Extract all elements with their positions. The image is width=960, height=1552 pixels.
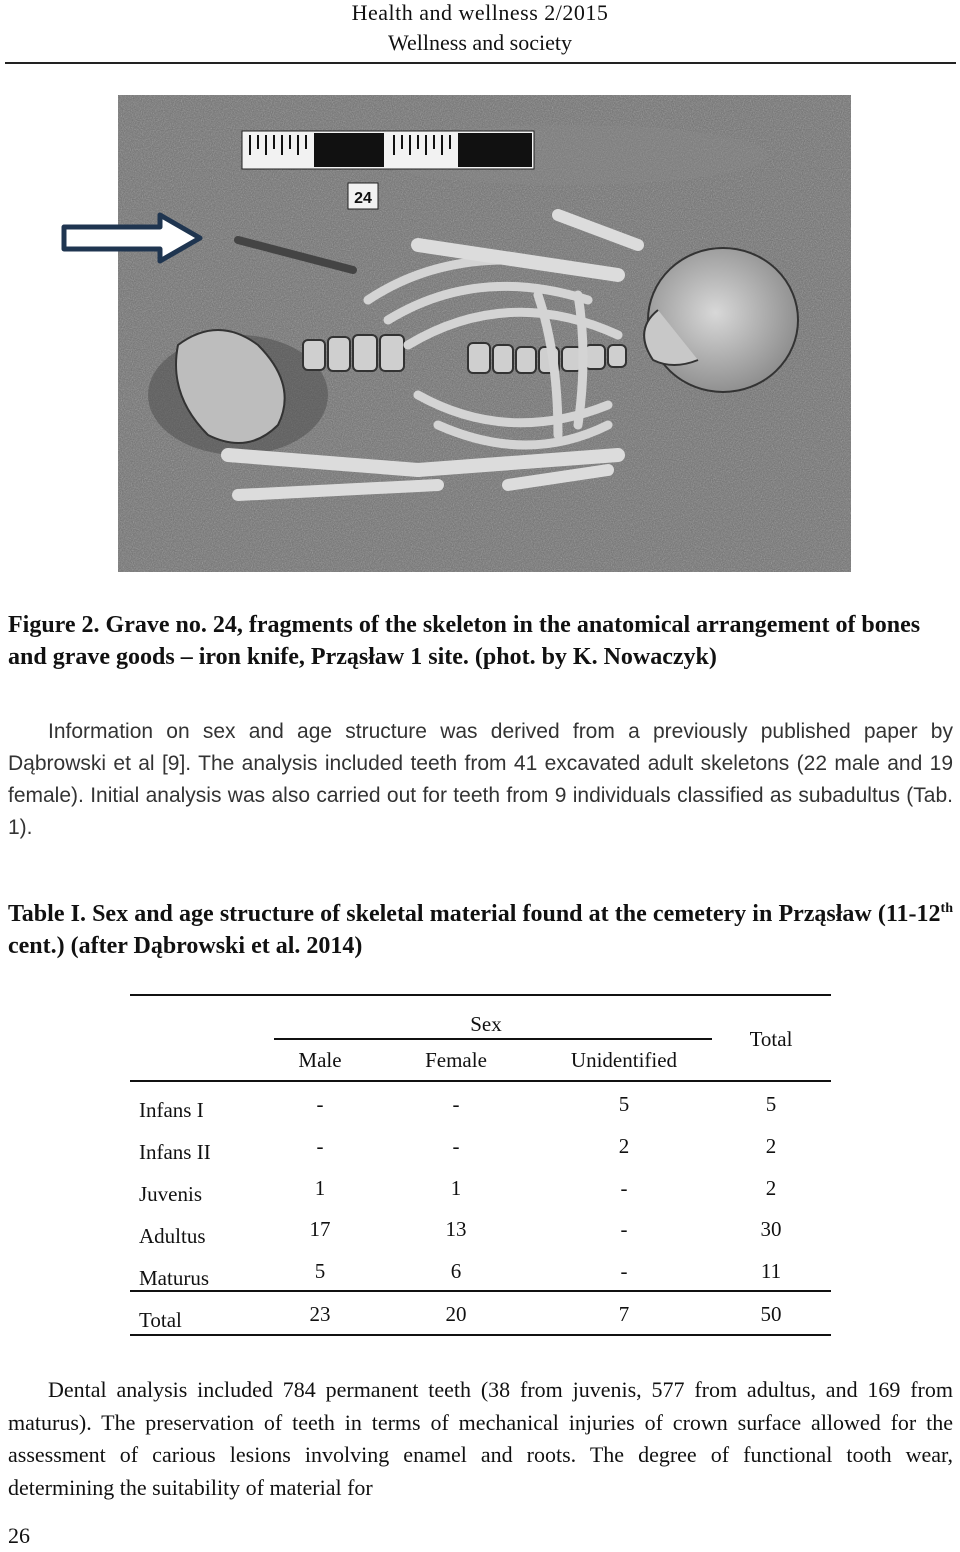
header-divider [5, 62, 956, 64]
sex-group-rule [274, 1038, 712, 1040]
col-header-female: Female [425, 1048, 487, 1072]
cell-male: - [316, 1134, 324, 1158]
arrow-icon [60, 212, 206, 264]
cell-female: 1 [450, 1176, 462, 1200]
cell-unidentified: 5 [618, 1092, 630, 1116]
scale-bar [242, 131, 534, 169]
cell-female: - [452, 1092, 460, 1116]
cell-total: 2 [765, 1176, 777, 1200]
cell-female: 6 [450, 1259, 462, 1283]
group-header-sex: Sex [470, 1012, 502, 1036]
total-top-rule [130, 1290, 831, 1292]
cell-female: 13 [445, 1217, 467, 1241]
total-male: 23 [309, 1302, 331, 1326]
cell-total: 11 [760, 1259, 782, 1283]
row-label: Infans II [139, 1140, 211, 1164]
table-title-superscript: th [940, 901, 953, 916]
cell-unidentified: 2 [618, 1134, 630, 1158]
row-label: Infans I [139, 1098, 204, 1122]
table-bottom-rule [130, 1334, 831, 1336]
sex-age-table [130, 994, 831, 1336]
cell-male: 1 [314, 1176, 326, 1200]
header-bottom-rule [130, 1080, 831, 1082]
cell-unidentified: - [620, 1176, 628, 1200]
skeleton-photograph [118, 95, 851, 572]
cell-total: 30 [760, 1217, 782, 1241]
paragraph-intro-text: Information on sex and age structure was derived from a previously published paper by Dąbrowski et al [9]. The analysis included teeth from 41 excavated adult skeletons (22 male and 19 female). Initial analysis was also carried out for teeth from 9 individuals classified as subadultus (Tab. 1). [8, 720, 953, 839]
cell-male: 5 [314, 1259, 326, 1283]
total-total: 50 [760, 1302, 782, 1326]
row-label: Adultus [139, 1224, 206, 1248]
paragraph-intro [8, 716, 953, 844]
cell-total: 5 [765, 1092, 777, 1116]
table-title [8, 893, 953, 962]
table-title-text-end: cent.) (after Dąbrowski et al. 2014) [8, 933, 363, 959]
total-female: 20 [445, 1302, 467, 1326]
paragraph-dental-text: Dental analysis included 784 permanent teeth (38 from juvenis, 577 from adultus, and 169 from maturus). The preservation of teeth in terms of mechanical injuries of crown surface allowed for the assessment of carious lesions involving enamel and roots. The degree of functional tooth wear, determining the suitability of material for [8, 1377, 953, 1500]
cell-male: 17 [309, 1217, 331, 1241]
total-unidentified: 7 [618, 1302, 630, 1326]
total-row-label: Total [139, 1308, 182, 1332]
journal-title: Health and wellness 2/2015 [351, 0, 609, 25]
cell-total: 2 [765, 1134, 777, 1158]
table-title-text: Table I. Sex and age structure of skeletal material found at the cemetery in Prząsław (11-12 [8, 901, 941, 927]
grave-number-label: 24 [354, 190, 372, 207]
row-label: Maturus [139, 1266, 209, 1290]
col-header-total: Total [749, 1027, 793, 1051]
figure-caption: Figure 2. Grave no. 24, fragments of the skeleton in the anatomical arrangement of bones and grave goods – iron knife, Prząsław 1 site. (phot. by K. Nowaczyk) [8, 612, 921, 670]
paragraph-dental [8, 1374, 953, 1504]
col-header-unidentified: Unidentified [570, 1048, 678, 1072]
table-top-rule [130, 994, 831, 996]
cell-female: - [452, 1134, 460, 1158]
cell-unidentified: - [620, 1217, 628, 1241]
cell-male: - [316, 1092, 324, 1116]
cell-unidentified: - [620, 1259, 628, 1283]
section-title: Wellness and society [388, 30, 572, 55]
row-label: Juvenis [139, 1182, 202, 1206]
col-header-male: Male [298, 1048, 342, 1072]
page-number: 26 [8, 1523, 30, 1548]
